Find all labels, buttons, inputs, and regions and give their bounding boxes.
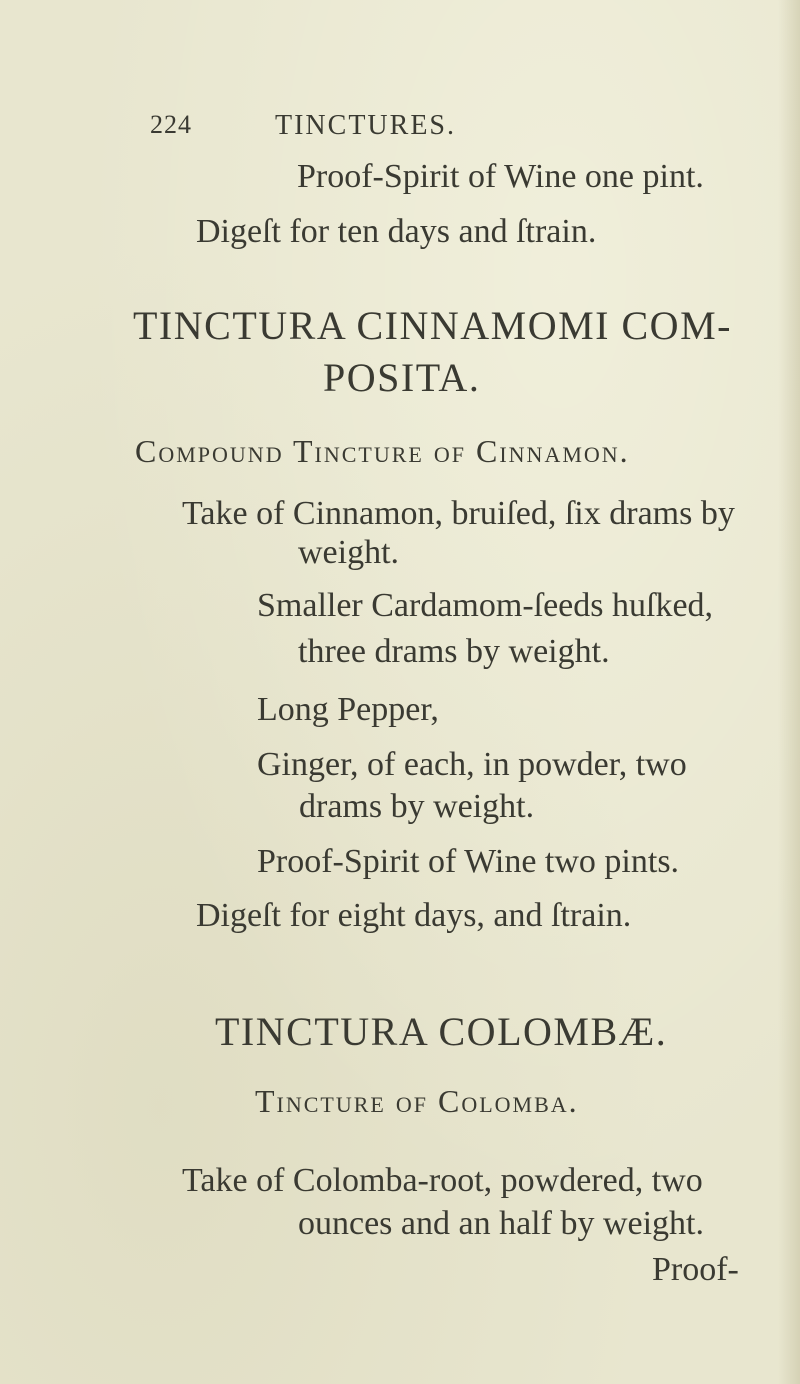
text-line: Digeſt for ten days and ſtrain. bbox=[196, 213, 597, 250]
section-subtitle: Compound Tincture of Cinnamon. bbox=[135, 433, 630, 469]
catchword: Proof- bbox=[652, 1251, 739, 1288]
text-line: Ginger, of each, in powder, two bbox=[257, 746, 687, 783]
text-line: three drams by weight. bbox=[298, 633, 610, 670]
text-line: ounces and an half by weight. bbox=[298, 1205, 704, 1242]
running-head: TINCTURES. bbox=[275, 110, 456, 141]
section-title-line2: POSITA. bbox=[323, 355, 481, 400]
section-subtitle: Tincture of Colomba. bbox=[255, 1083, 579, 1119]
text-line: Proof-Spirit of Wine two pints. bbox=[257, 843, 680, 880]
text-line: Proof-Spirit of Wine one pint. bbox=[297, 158, 704, 195]
page-number: 224 bbox=[150, 110, 192, 139]
text-line: Take of Cinnamon, bruiſed, ſix drams by bbox=[182, 495, 735, 532]
text-line: Smaller Cardamom-ſeeds huſked, bbox=[257, 587, 714, 624]
text-line: Long Pepper, bbox=[257, 691, 439, 728]
text-line: weight. bbox=[298, 534, 400, 571]
section-title-line1: TINCTURA CINNAMOMI COM- bbox=[133, 303, 732, 348]
text-line: Digeſt for eight days, and ſtrain. bbox=[196, 897, 632, 934]
text-line: Take of Colomba-root, powdered, two bbox=[182, 1162, 703, 1199]
section-title: TINCTURA COLOMBÆ. bbox=[215, 1009, 668, 1054]
text-line: drams by weight. bbox=[299, 788, 535, 825]
page-edge-shadow bbox=[778, 0, 800, 1384]
